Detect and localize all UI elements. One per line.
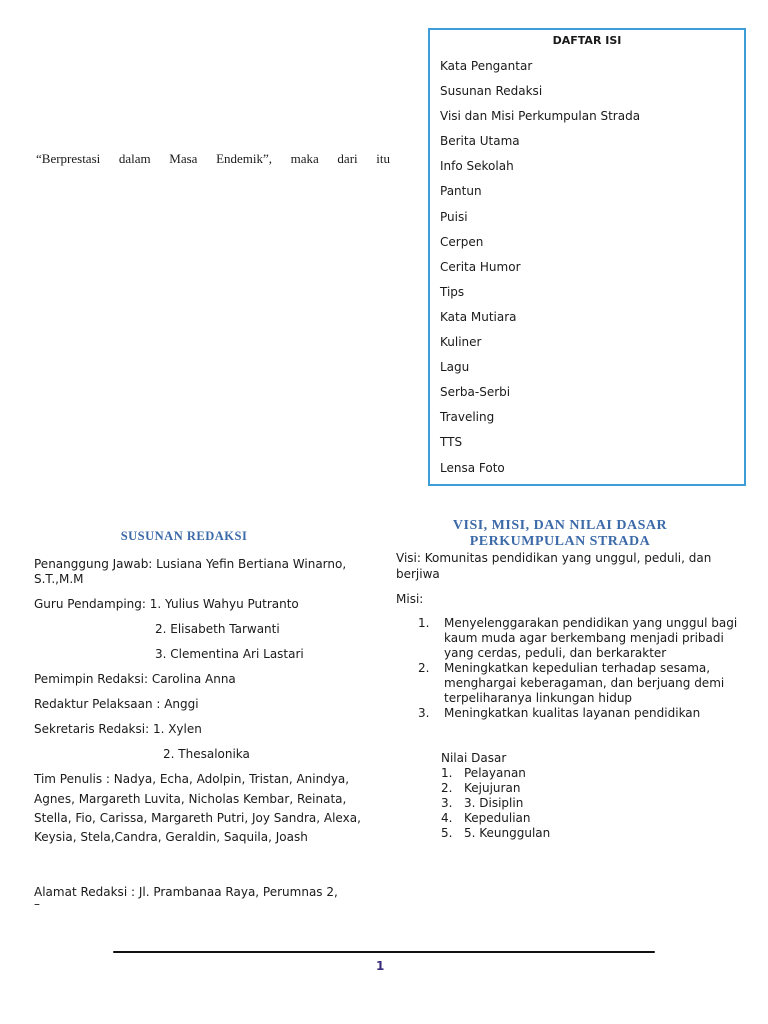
misi-number: 1. xyxy=(418,616,430,630)
toc-item: Traveling xyxy=(440,410,495,425)
nilai-item xyxy=(441,781,641,796)
toc-item: Serba-Serbi xyxy=(440,385,511,400)
toc-item: Info Sekolah xyxy=(440,159,514,174)
sekretaris-redaksi: Sekretaris Redaksi: 1. Xylen xyxy=(34,722,202,736)
nilai-number: 2. xyxy=(441,781,453,795)
toc-item: Susunan Redaksi xyxy=(440,84,543,99)
nilai-text: 3. Disiplin xyxy=(464,796,524,810)
nilai-text: Pelayanan xyxy=(464,766,526,780)
toc-item: Puisi xyxy=(440,209,468,224)
nilai-item xyxy=(441,766,641,781)
tim-penulis: Tim Penulis : Nadya, Echa, Adolpin, Tristan, Anindya, xyxy=(34,772,350,786)
guru-pendamping-2: 2. Elisabeth Tarwanti xyxy=(155,622,280,636)
quote-text: “Berprestasi dalam Masa Endemik”, maka dari itu xyxy=(36,151,390,166)
misi-number: 3. xyxy=(418,706,430,720)
visi-text: Visi: Komunitas pendidikan yang unggul, peduli, dan xyxy=(396,551,712,565)
nilai-number: 5. xyxy=(441,826,453,840)
redaktur-pelaksana: Redaktur Pelaksaan : Anggi xyxy=(34,697,199,711)
tim-penulis-cont: Agnes, Margareth Luvita, Nicholas Kembar, Reinata, xyxy=(34,792,347,806)
nilai-number: 3. xyxy=(441,796,453,810)
tim-penulis-cont: Stella, Fio, Carissa, Margareth Putri, Joy Sandra, Alexa, xyxy=(34,811,361,825)
misi-list xyxy=(418,616,748,721)
misi-line: kaum muda agar berkembang menjadi pribadi xyxy=(444,631,724,645)
nilai-item xyxy=(441,796,641,811)
redaksi-heading: SUSUNAN REDAKSI xyxy=(120,529,248,543)
misi-item xyxy=(418,661,748,706)
toc-title: DAFTAR ISI xyxy=(552,34,622,47)
toc-item: Tips xyxy=(440,284,465,299)
toc-item: Cerpen xyxy=(440,234,484,249)
penanggung-jawab-cont: S.T.,M.M xyxy=(34,572,84,586)
visi-misi-heading xyxy=(390,518,730,550)
toc-list xyxy=(440,58,640,485)
alamat-redaksi-cont: – xyxy=(34,897,40,911)
tim-penulis-cont: Keysia, Stela,Candra, Geraldin, Saquila, Joash xyxy=(34,830,308,844)
toc-item: Lensa Foto xyxy=(440,460,505,475)
misi-line: yang cerdas, peduli, dan berkarakter xyxy=(444,646,667,660)
toc-item: Kuliner xyxy=(440,335,482,350)
toc-item: Visi dan Misi Perkumpulan Strada xyxy=(440,109,641,124)
misi-line: Meningkatkan kepedulian terhadap sesama, xyxy=(444,661,711,675)
table-of-contents xyxy=(428,28,746,486)
visi-text-cont: berjiwa xyxy=(396,567,440,581)
misi-line: Meningkatkan kualitas layanan pendidikan xyxy=(444,706,701,720)
misi-item xyxy=(418,616,748,661)
nilai-item xyxy=(441,826,641,841)
misi-item xyxy=(418,706,748,721)
guru-pendamping: Guru Pendamping: 1. Yulius Wahyu Putranto xyxy=(34,597,299,611)
penanggung-jawab: Penanggung Jawab: Lusiana Yefin Bertiana Winarno, xyxy=(34,557,347,571)
toc-item: TTS xyxy=(440,435,463,450)
misi-label: Misi: xyxy=(396,592,424,606)
toc-item: Kata Mutiara xyxy=(440,309,517,324)
nilai-dasar-list xyxy=(441,766,641,841)
nilai-number: 4. xyxy=(441,811,453,825)
visi-misi-heading-line-2: PERKUMPULAN STRADA xyxy=(469,534,651,549)
misi-number: 2. xyxy=(418,661,430,675)
nilai-dasar-label: Nilai Dasar xyxy=(441,751,507,765)
pemimpin-redaksi: Pemimpin Redaksi: Carolina Anna xyxy=(34,672,236,686)
guru-pendamping-3: 3. Clementina Ari Lastari xyxy=(155,647,304,661)
toc-item: Pantun xyxy=(440,184,482,199)
toc-item: Berita Utama xyxy=(440,134,520,149)
nilai-text: Kejujuran xyxy=(464,781,521,795)
misi-line: Menyelenggarakan pendidikan yang unggul bagi xyxy=(444,616,738,630)
misi-line: terpeliharanya linkungan hidup xyxy=(444,691,633,705)
nilai-text: 5. Keunggulan xyxy=(464,826,551,840)
nilai-text: Kepedulian xyxy=(464,811,531,825)
toc-item: Lagu xyxy=(440,360,470,375)
misi-line: menghargai keberagaman, dan berjuang demi xyxy=(444,676,725,690)
toc-item: Kata Pengantar xyxy=(440,59,533,73)
footer-divider xyxy=(113,951,655,953)
sekretaris-redaksi-2: 2. Thesalonika xyxy=(163,747,250,761)
page-number: 1 xyxy=(376,959,385,973)
visi-misi-heading-line-1: VISI, MISI, DAN NILAI DASAR xyxy=(452,518,668,533)
nilai-number: 1. xyxy=(441,766,453,780)
toc-item: Cerita Humor xyxy=(440,259,521,274)
alamat-redaksi: Alamat Redaksi : Jl. Prambanaa Raya, Perumnas 2, xyxy=(34,885,338,899)
nilai-item xyxy=(441,811,641,826)
